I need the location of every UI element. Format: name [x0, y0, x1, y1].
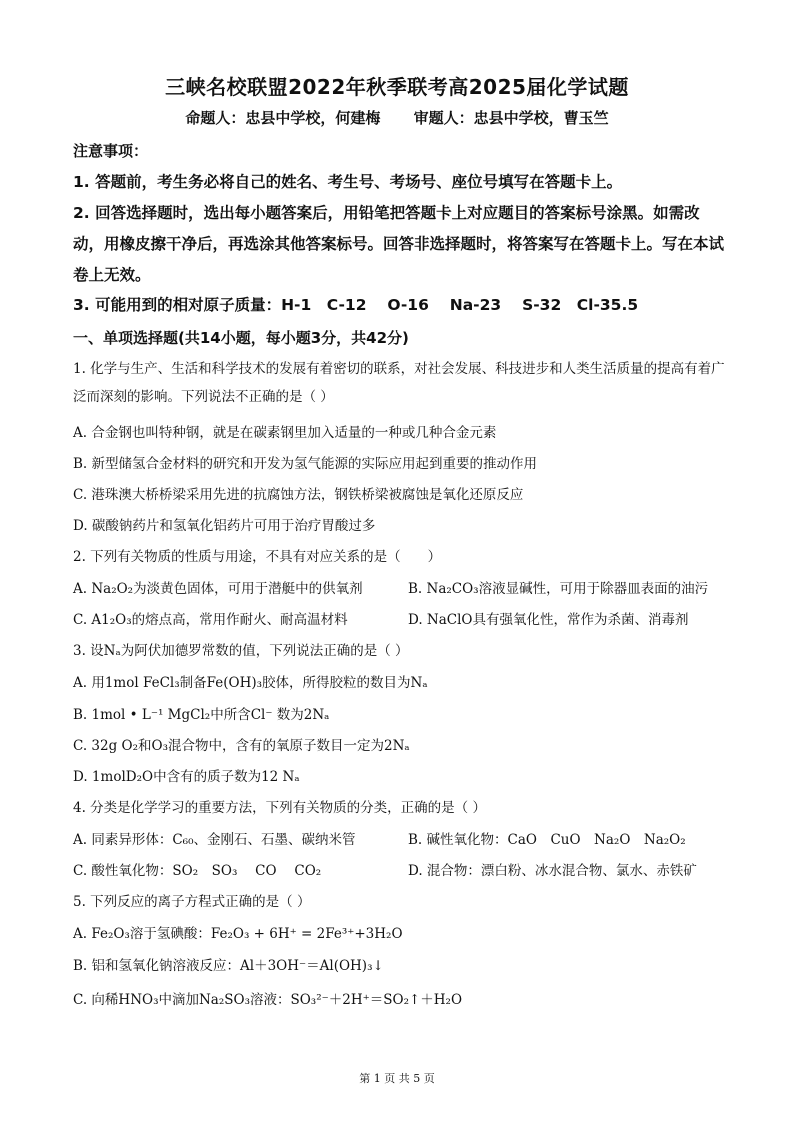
- page-footer: 第 1 页 共 5 页: [359, 1072, 435, 1085]
- question-2-option-d: D. NaClO具有强氧化性，常作为杀菌、消毒剂: [408, 612, 689, 628]
- question-5-option-b: B. 铝和氢氧化钠溶液反应：Al＋3OH⁻＝Al(OH)₃↓: [73, 958, 384, 974]
- question-4-option-d: D. 混合物：漂白粉、冰水混合物、氯水、赤铁矿: [408, 863, 697, 879]
- question-3-option-b: B. 1mol • L⁻¹ MgCl₂中所含Cl⁻ 数为2Nₐ: [73, 707, 330, 723]
- question-4-stem: 4. 分类是化学学习的重要方法，下列有关物质的分类，正确的是（ ）: [73, 800, 486, 816]
- notice-item-2: 2. 回答选择题时，选出每小题答案后，用铅笔把答题卡上对应题目的答案标号涂黑。如需改动，用橡皮擦干净后，再选涂其他答案标号。回答非选择题时，将答案写在答题卡上。写在本试卷上无效。: [73, 204, 725, 284]
- question-1-stem: 1. 化学与生产、生活和科学技术的发展有着密切的联系，对社会发展、科技进步和人类生活质量的提高有着广泛而深刻的影响。下列说法不正确的是（ ）: [73, 361, 725, 405]
- question-3-stem: 3. 设Nₐ为阿伏加德罗常数的值，下列说法正确的是（ ）: [73, 643, 409, 659]
- authors-line: [0, 107, 794, 128]
- question-2-option-b: B. Na₂CO₃溶液显碱性，可用于除器皿表面的油污: [408, 581, 709, 597]
- section-heading: 一、单项选择题(共14小题，每小题3分，共42分): [73, 329, 409, 347]
- question-4-option-a: A. 同素异形体：C₆₀、金刚石、石墨、碳纳米管: [73, 832, 356, 848]
- question-1-option-d: D. 碳酸钠药片和氢氧化铝药片可用于治疗胃酸过多: [73, 518, 376, 534]
- question-5-option-c: C. 向稀HNO₃中滴加Na₂SO₃溶液：SO₃²⁻＋2H⁺＝SO₂↑＋H₂O: [73, 992, 463, 1008]
- question-2-stem: 2. 下列有关物质的性质与用途，不具有对应关系的是（ ）: [73, 549, 442, 565]
- question-4-option-b: B. 碱性氧化物：CaO CuO Na₂O Na₂O₂: [408, 832, 686, 848]
- notice-item-3: 3. 可能用到的相对原子质量：H-1 C-12 O-16 Na-23 S-32 Cl-35.5: [73, 296, 639, 314]
- setter-text: 命题人：忠县中学校，何建梅: [185, 109, 381, 127]
- reviewer-text: 审题人：忠县中学校，曹玉竺: [413, 109, 609, 127]
- notice-item-1: 1. 答题前，考生务必将自己的姓名、考生号、考场号、座位号填写在答题卡上。: [73, 173, 623, 191]
- question-5-option-a: A. Fe₂O₃溶于氢碘酸：Fe₂O₃ + 6H⁺ = 2Fe³⁺+3H₂O: [73, 926, 403, 942]
- question-1-option-b: B. 新型储氢合金材料的研究和开发为氢气能源的实际应用起到重要的推动作用: [73, 456, 538, 472]
- question-3-option-d: D. 1molD₂O中含有的质子数为12 Nₐ: [73, 769, 300, 785]
- question-1-option-c: C. 港珠澳大桥桥梁采用先进的抗腐蚀方法，钢铁桥梁被腐蚀是氧化还原反应: [73, 487, 524, 503]
- question-3-option-c: C. 32g O₂和O₃混合物中，含有的氧原子数目一定为2Nₐ: [73, 738, 410, 754]
- question-4-option-c: C. 酸性氧化物：SO₂ SO₃ CO CO₂: [73, 863, 322, 879]
- question-3-option-a: A. 用1mol FeCl₃制备Fe(OH)₃胶体，所得胶粒的数目为Nₐ: [73, 675, 428, 691]
- question-2-option-a: A. Na₂O₂为淡黄色固体，可用于潜艇中的供氧剂: [73, 581, 363, 597]
- question-5-stem: 5. 下列反应的离子方程式正确的是（ ）: [73, 894, 311, 910]
- notice-heading: 注意事项：: [73, 142, 149, 160]
- question-2-option-c: C. A1₂O₃的熔点高，常用作耐火、耐高温材料: [73, 612, 348, 628]
- question-1-option-a: A. 合金钢也叫特种钢，就是在碳素钢里加入适量的一种或几种合金元素: [73, 425, 497, 441]
- page-title: 三峡名校联盟2022年秋季联考高2025届化学试题: [165, 75, 629, 99]
